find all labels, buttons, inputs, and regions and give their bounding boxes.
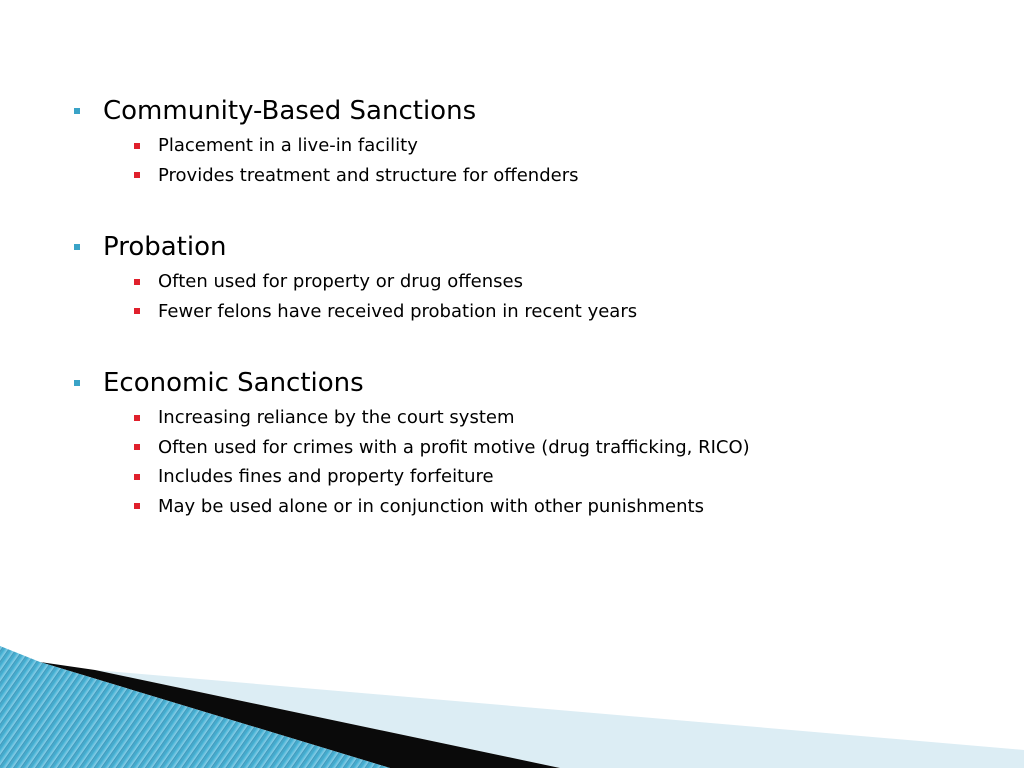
sub-bullet-list bbox=[74, 131, 974, 190]
sub-bullet-item bbox=[134, 492, 974, 522]
sub-bullet-text: Fewer felons have received probation in recent years bbox=[158, 300, 638, 322]
heading-text: Community-Based Sanctions bbox=[103, 96, 477, 126]
square-bullet-icon bbox=[74, 244, 80, 250]
sub-bullet-item bbox=[134, 297, 974, 327]
sub-bullet-item bbox=[134, 462, 974, 492]
section-probation bbox=[74, 228, 974, 326]
square-bullet-icon bbox=[134, 279, 140, 285]
bullet-heading bbox=[74, 92, 974, 130]
sub-bullet-item bbox=[134, 267, 974, 297]
sub-bullet-item bbox=[134, 403, 974, 433]
square-bullet-icon bbox=[134, 143, 140, 149]
sub-bullet-text: May be used alone or in conjunction with other punishments bbox=[158, 495, 704, 517]
sub-bullet-text: Often used for property or drug offenses bbox=[158, 271, 523, 293]
square-bullet-icon bbox=[134, 308, 140, 314]
sub-bullet-item bbox=[134, 131, 974, 161]
section-community-based-sanctions bbox=[74, 92, 974, 190]
slide-content bbox=[74, 92, 974, 559]
square-bullet-icon bbox=[74, 380, 80, 386]
sub-bullet-item bbox=[134, 161, 974, 191]
square-bullet-icon bbox=[134, 503, 140, 509]
square-bullet-icon bbox=[134, 444, 140, 450]
sub-bullet-text: Provides treatment and structure for offenders bbox=[158, 164, 579, 186]
wave-decoration bbox=[0, 640, 1024, 768]
sub-bullet-list bbox=[74, 267, 974, 326]
sub-bullet-text: Increasing reliance by the court system bbox=[158, 407, 515, 429]
heading-text: Economic Sanctions bbox=[103, 368, 364, 398]
heading-text: Probation bbox=[103, 232, 227, 262]
bullet-heading bbox=[74, 228, 974, 266]
square-bullet-icon bbox=[134, 415, 140, 421]
bullet-heading bbox=[74, 364, 974, 402]
sub-bullet-text: Placement in a live-in facility bbox=[158, 135, 418, 157]
sub-bullet-text: Includes fines and property forfeiture bbox=[158, 466, 494, 488]
sub-bullet-item bbox=[134, 433, 974, 463]
square-bullet-icon bbox=[74, 108, 80, 114]
section-economic-sanctions bbox=[74, 364, 974, 521]
square-bullet-icon bbox=[134, 172, 140, 178]
square-bullet-icon bbox=[134, 474, 140, 480]
sub-bullet-list bbox=[74, 403, 974, 521]
sub-bullet-text: Often used for crimes with a profit motive (drug trafficking, RICO) bbox=[158, 436, 750, 458]
